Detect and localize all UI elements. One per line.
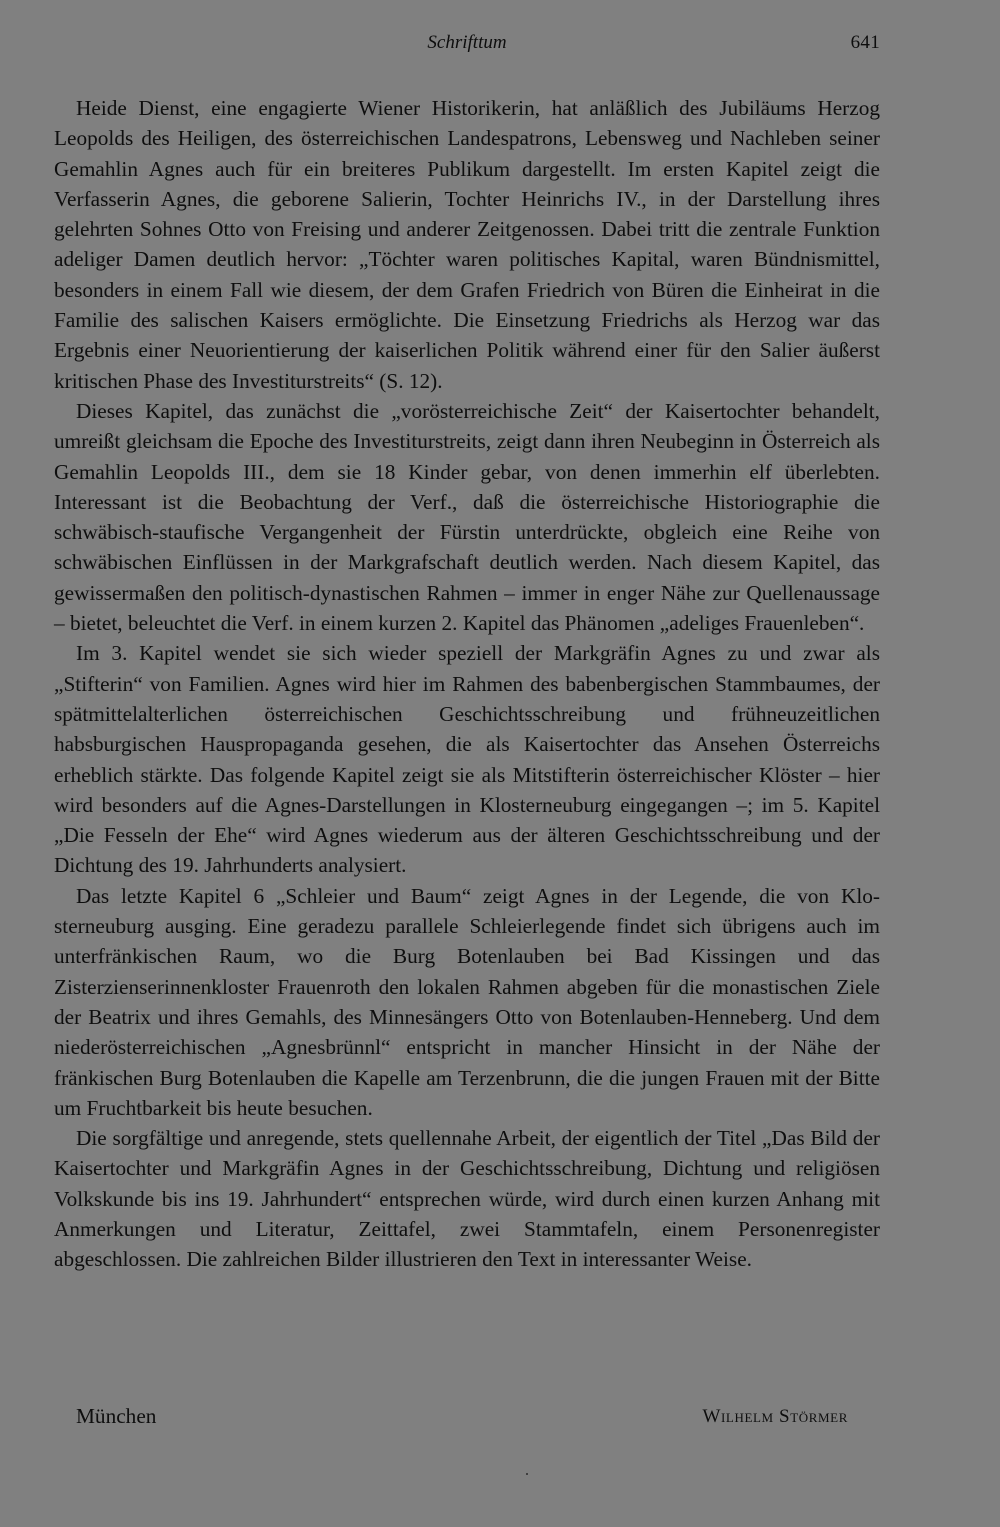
running-head: [54, 32, 880, 62]
signature-line: [76, 1404, 848, 1434]
paragraph: Im 3. Kapitel wendet sie sich wieder speziell der Markgräfin Agnes zu und zwar als „Stifterin“ von Familien. Agnes wird hier im Rahmen des babenbergischen Stammbaumes, der spätmittelalterlichen österreichischen Geschichtsschreibung und frühneuzeitlichen habsburgischen Hauspropaganda gesehen, die als Kaisertochter das Ansehen Österreichs erheblich stärkte. Das folgende Kapitel zeigt sie als Mitstifterin österreichischer Klöster – hier wird besonders auf die Agnes-Darstellungen in Klosterneuburg eingegangen –; im 5. Kapitel „Die Fesseln der Ehe“ wird Agnes wiederum aus der älteren Geschichtsschreibung und der Dichtung des 19. Jahrhunderts analysiert.: [54, 641, 880, 878]
place-name: München: [76, 1404, 157, 1428]
reviewer-name: Wilhelm Störmer: [702, 1406, 848, 1427]
paragraph: Heide Dienst, eine engagierte Wiener Historikerin, hat anläßlich des Jubiläums Herzog Leopolds des Heiligen, des österreichischen Landespatrons, Lebensweg und Nachleben seiner Gemahlin Agnes auch für ein breiteres Publikum dargestellt. Im ersten Kapitel zeigt die Verfasserin Agnes, die geborene Salierin, Tochter Heinrichs IV., in der Darstellung ihres gelehrten Sohnes Otto von Freising und anderer Zeitgenossen. Dabei tritt die zentrale Funktion adeliger Damen deutlich hervor: „Töchter waren politisches Kapital, waren Bündnismittel, besonders in einem Fall wie diesem, der dem Grafen Friedrich von Büren die Einheirat in die Familie des salischen Kaisers ermöglichte. Die Einsetzung Friedrichs als Herzog war das Ergebnis einer Neuorientierung der kaiserlichen Politik während einer für den Salier äußerst kritischen Phase des Investiturstreits“ (S. 12).: [54, 96, 880, 393]
paragraph: Dieses Kapitel, das zunächst die „vorösterreichische Zeit“ der Kaisertochter behandelt, umreißt gleichsam die Epoche des Investiturstreits, zeigt dann ihren Neubeginn in Österreich als Gemahlin Leopolds III., dem sie 18 Kinder gebar, von denen immerhin elf überlebten. Interessant ist die Beobachtung der Verf., daß die österreichische Historiographie die schwäbisch-staufische Vergangenheit der Fürstin unterdrückte, obgleich eine Reihe von schwäbischen Einflüssen in der Markgrafschaft deutlich werden. Nach diesem Kapitel, das gewissermaßen den politisch-dynastischen Rahmen – immer in enger Nähe zur Quellenaussage – bietet, beleuchtet die Verf. in einem kurzen 2. Kapitel das Phänomen „adeliges Frauenleben“.: [54, 398, 880, 636]
running-title: Schrifttum: [427, 32, 507, 53]
paragraph: Das letzte Kapitel 6 „Schleier und Baum“ zeigt Agnes in der Legende, die von Klosterneuburg ausging. Eine geradezu parallele Schleierlegende findet sich übrigens auch im unterfränkischen Raum, wo die Burg Botenlauben bei Bad Kissingen und das Zisterzienserinnenkloster Frauenroth den lokalen Rahmen abgeben für die monastischen Ziele der Beatrix und ihres Gemahls, des Minnesängers Otto von Botenlauben-Henneberg. Und dem niederösterreichischen „Agnesbrünnl“ entspricht in mancher Hinsicht in der Nähe der fränkischen Burg Botenlauben die Kapelle am Terzenbrunn, die die jungen Frauen mit der Bitte um Fruchtbarkeit bis heute besuchen.: [54, 883, 880, 1120]
print-speck: [526, 1473, 528, 1475]
page-number: 641: [850, 32, 880, 53]
paragraph: Die sorgfältige und anregende, stets quellennahe Arbeit, der eigentlich der Titel „Das Bild der Kaisertochter und Markgräfin Agnes in der Geschichtsschreibung, Dichtung und religiösen Volkskunde bis ins 19. Jahrhundert“ entsprechen würde, wird durch einen kurzen Anhang mit Anmerkungen und Literatur, Zeittafel, zwei Stammtafeln, einem Personenregister abgeschlossen. Die zahlreichen Bilder illustrieren den Text in interessanter Weise.: [54, 1126, 880, 1272]
review-body: [54, 93, 880, 1275]
